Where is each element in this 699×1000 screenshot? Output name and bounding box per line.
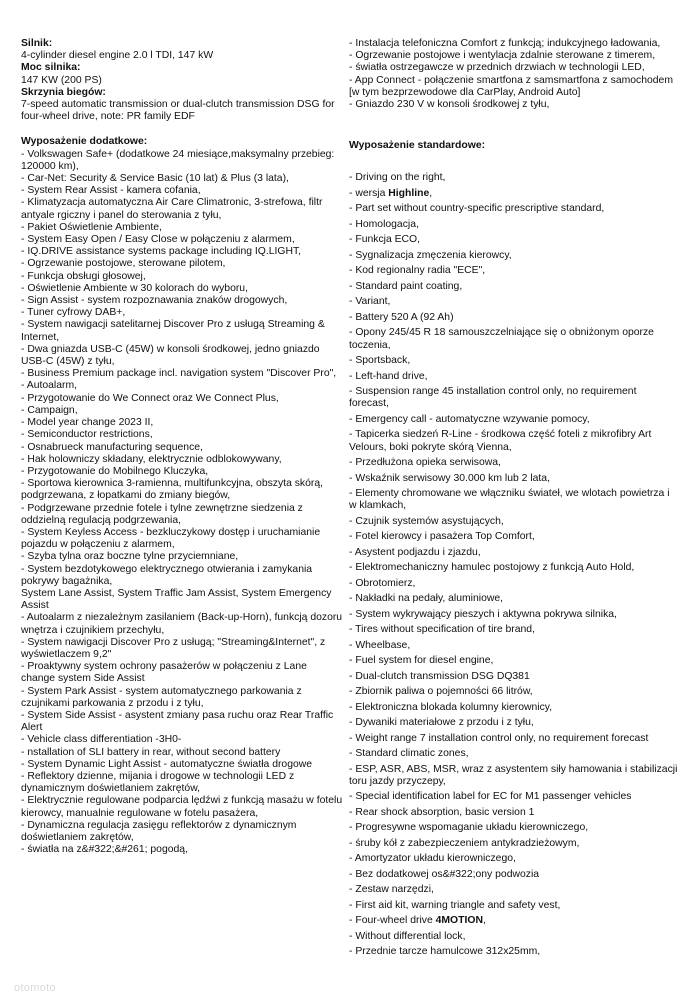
- list-item: - Sign Assist - system rozpoznawania znaków drogowych,: [21, 295, 288, 307]
- list-item-text: - Amortyzator układu kierowniczego,: [349, 853, 516, 865]
- list-item: - Ogrzewanie postojowe i wentylacja zdalnie sterowane z timerem,: [349, 50, 656, 62]
- list-item: - Pakiet Oświetlenie Ambiente,: [21, 221, 162, 233]
- list-item: - Przygotowanie do We Connect oraz We Connect Plus,: [21, 392, 279, 404]
- list-item-text: - Sygnalizacja zmęczenia kierowcy,: [349, 249, 512, 261]
- list-item: [349, 219, 679, 231]
- list-item: [349, 371, 679, 383]
- list-item-text: - Wheelbase,: [349, 639, 411, 651]
- list-item: [349, 203, 679, 215]
- list-item: - Dynamiczna regulacja zasięgu reflektorów z dynamicznym doświetlaniem zakrętów,: [21, 819, 297, 843]
- list-item: - IQ.DRIVE assistance systems package including IQ.LIGHT,: [21, 246, 302, 258]
- left-column: [21, 38, 343, 856]
- list-item: [349, 838, 679, 850]
- list-item: [349, 547, 679, 559]
- list-item: [349, 312, 679, 324]
- list-item: [349, 717, 679, 729]
- list-item: [349, 931, 679, 943]
- list-item: - Dwa gniazda USB-C (45W) w konsoli środkowej, jedno gniazdo USB-C (45W) z tyłu,: [21, 343, 320, 368]
- list-item: - Funkcja obsługi głosowej,: [21, 270, 146, 282]
- list-item: [349, 531, 679, 543]
- list-item-text: - Elementy chromowane we włączniku świateł, we wlotach powietrza i w klamkach,: [349, 488, 670, 512]
- list-item-text: - Left-hand drive,: [349, 370, 428, 382]
- list-item: - Klimatyzacja automatyczna Air Care Climatronic, 3-strefowa, filtr antyale rgiczny i panel do sterowania z tyłu,: [21, 197, 323, 221]
- list-item: [349, 578, 679, 590]
- list-item: - Instalacja telefoniczna Comfort z funkcją; indukcyjnego ładowania,: [349, 38, 661, 49]
- list-item-text: - System wykrywający pieszych i aktywna pokrywa silnika,: [349, 608, 617, 620]
- list-item: - Przygotowanie do Mobilnego Kluczyka,: [21, 465, 209, 477]
- list-item: - Gniazdo 230 V w konsoli środkowej z tyłu,: [349, 99, 550, 111]
- list-item: - Ogrzewanie postojowe, sterowane pilotem,: [21, 258, 226, 270]
- list-item-text: - Tapicerka siedzeń R-Line - środkowa część foteli z mikrofibry Art Velours, boki pokryte skórą Vienna,: [349, 429, 652, 453]
- list-item-text: - ESP, ASR, ABS, MSR, wraz z asystentem siły hamowania i stabilizacji toru jazdy przyczepy,: [349, 763, 678, 787]
- list-item-emphasis: Highline: [388, 187, 430, 199]
- list-item-text: - Part set without country-specific prescriptive standard,: [349, 203, 605, 215]
- list-item: [349, 429, 679, 453]
- list-item-text: - Four-wheel drive: [349, 915, 436, 927]
- list-item-text: - First aid kit, warning triangle and safety vest,: [349, 899, 561, 911]
- list-item: [349, 822, 679, 834]
- list-item: [349, 355, 679, 367]
- list-item-text: - Asystent podjazdu i zjazdu,: [349, 546, 481, 558]
- list-item: [349, 702, 679, 714]
- list-item-text: - Variant,: [349, 296, 391, 308]
- list-item: [349, 172, 679, 184]
- list-item: [349, 609, 679, 621]
- list-item: [349, 234, 679, 246]
- list-item-text: - Fuel system for diesel engine,: [349, 655, 494, 667]
- list-item: [349, 807, 679, 819]
- list-item: [349, 655, 679, 667]
- list-item: - światła na z&#322;&#261; pogodą,: [21, 844, 188, 856]
- list-item-text: - śruby kół z zabezpieczeniem antykradzieżowym,: [349, 837, 580, 849]
- list-item-text: - Obrotomierz,: [349, 577, 416, 589]
- list-item: [349, 188, 679, 200]
- list-item: [349, 516, 679, 528]
- list-item: - Autoalarm,: [21, 380, 78, 392]
- list-item: [349, 791, 679, 803]
- list-item: [349, 327, 679, 351]
- list-item: - Podgrzewane przednie fotele i tylne zewnętrzne siedzenia z oddzielną regulacją podgrzewania,: [21, 502, 303, 526]
- list-item-text: - Standard climatic zones,: [349, 748, 469, 760]
- list-item-text: - Kod regionalny radia "ECE",: [349, 265, 486, 277]
- list-item: - App Connect - połączenie smartfona z samsmartfona z samochodem [w tym bezprzewodowe dla CarPlay, Android Auto]: [349, 74, 673, 98]
- list-item: - Tuner cyfrowy DAB+,: [21, 307, 126, 319]
- list-item: - System Rear Assist - kamera cofania,: [21, 185, 201, 197]
- list-item: - System nawigacji Discover Pro z usługą; "Streaming&Internet", z wyświetlaczem 9,2": [21, 636, 326, 660]
- list-item-text: - Weight range 7 installation control only, no requirement forecast: [349, 732, 649, 744]
- list-item: - Szyba tylna oraz boczne tylne przyciemniane,: [21, 551, 239, 563]
- engine-label: Silnik:: [21, 38, 53, 49]
- list-item: [349, 473, 679, 485]
- list-item-text: - Wskaźnik serwisowy 30.000 km lub 2 lata,: [349, 472, 550, 484]
- list-item: [349, 640, 679, 652]
- list-item: [349, 946, 679, 958]
- list-item: [349, 624, 679, 636]
- right-column: [349, 38, 679, 962]
- specs-block: [21, 38, 343, 123]
- list-item: - Car-Net: Security & Service Basic (10 lat) & Plus (3 lata),: [21, 173, 289, 185]
- list-item: - Elektrycznie regulowane podparcia lędźwi z funkcją masażu w fotelu kierowcy, manualnie regulowane w fotelu pasażera,: [21, 795, 343, 819]
- list-item-text: - wersja: [349, 187, 389, 199]
- list-item-text: - Elektromechaniczny hamulec postojowy z funkcją Auto Hold,: [349, 562, 635, 574]
- list-item: - nstallation of SLI battery in rear, without second battery: [21, 746, 281, 758]
- list-item: [349, 250, 679, 262]
- list-item-text: - Driving on the right,: [349, 172, 446, 184]
- list-item-suffix: ,: [482, 915, 486, 927]
- list-item-emphasis: 4MOTION: [435, 915, 483, 927]
- list-item: [349, 281, 679, 293]
- list-item: [349, 457, 679, 469]
- list-item-text: - Funkcja ECO,: [349, 234, 421, 246]
- list-item-text: - Standard paint coating,: [349, 280, 463, 292]
- list-item-text: - Progresywne wspomaganie układu kierowniczego,: [349, 822, 589, 834]
- list-item: - System Dynamic Light Assist - automatyczne światła drogowe: [21, 758, 313, 770]
- list-item: [349, 915, 679, 927]
- additional-equipment-heading: Wyposażenie dodatkowe:: [21, 136, 148, 148]
- list-item-text: - Battery 520 A (92 Ah): [349, 311, 454, 323]
- power-label: Moc silnika:: [21, 62, 81, 74]
- list-item-text: - Bez dodatkowej os&#322;ony podwozia: [349, 868, 540, 880]
- list-item-text: - Emergency call - automatyczne wzywanie pomocy,: [349, 413, 590, 425]
- list-item: - Model year change 2023 II,: [21, 417, 154, 429]
- additional-equipment-list: [21, 149, 343, 857]
- list-item-text: - Sportsback,: [349, 355, 411, 367]
- list-item: - Osnabrueck manufacturing sequence,: [21, 441, 203, 453]
- list-item: [349, 414, 679, 426]
- list-item-text: - Without differential lock,: [349, 930, 466, 942]
- list-item: - System Side Assist - asystent zmiany pasa ruchu oraz Rear Traffic Alert: [21, 709, 334, 734]
- list-item: [349, 265, 679, 277]
- list-item-text: - Opony 245/45 R 18 samouszczelniające się o obniżonym oporze toczenia,: [349, 327, 654, 351]
- list-item: [349, 296, 679, 308]
- standard-equipment-list: [349, 172, 679, 958]
- list-item: - Hak holowniczy składany, elektrycznie odblokowywany,: [21, 453, 282, 465]
- list-item: - System Keyless Access - bezkluczykowy dostęp i uruchamianie pojazdu w połączeniu z alarmem,: [21, 526, 321, 551]
- additional-equipment-list-continued: [349, 38, 679, 111]
- list-item: - System Easy Open / Easy Close w połączeniu z alarmem,: [21, 234, 295, 246]
- list-item: [349, 748, 679, 760]
- list-item-text: - Dywaniki materiałowe z przodu i z tyłu,: [349, 717, 534, 729]
- list-item-suffix: ,: [429, 187, 433, 199]
- list-item: [349, 386, 679, 410]
- list-item: - światła ostrzegawcze w przednich drzwiach w technologii LED,: [349, 62, 645, 74]
- list-item: - Oświetlenie Ambiente w 30 kolorach do wyboru,: [21, 282, 248, 294]
- list-item-text: - Homologacja,: [349, 218, 419, 230]
- list-item: [349, 488, 679, 512]
- list-item-text: - Rear shock absorption, basic version 1: [349, 806, 535, 818]
- list-item: - Autoalarm z niezależnym zasilaniem (Back-up-Horn), funkcją dozoru wnętrza i czujnikiem przechyłu,: [21, 612, 343, 636]
- list-item: [349, 884, 679, 896]
- list-item: [349, 671, 679, 683]
- list-item-text: - Elektroniczna blokada kolumny kierownicy,: [349, 701, 553, 713]
- standard-equipment-heading: Wyposażenie standardowe:: [349, 140, 486, 152]
- list-item: - Reflektory dzienne, mijania i drogowe w technologii LED z dynamicznym doświetlaniem zakrętów,: [21, 770, 295, 795]
- list-item: [349, 593, 679, 605]
- list-item-text: - Suspension range 45 installation control only, no requirement forecast,: [349, 386, 637, 410]
- list-item-text: - Przednie tarcze hamulcowe 312x25mm,: [349, 946, 541, 958]
- gearbox-value: 7-speed automatic transmission or dual-clutch transmission DSG for four-wheel drive, note: PR family EDF: [21, 99, 335, 123]
- list-item: - Business Premium package incl. navigation system "Discover Pro",: [21, 368, 337, 380]
- gearbox-label: Skrzynia biegów:: [21, 86, 106, 98]
- list-item: - Vehicle class differentiation -3H0-: [21, 734, 182, 746]
- watermark: otomoto: [14, 981, 56, 994]
- list-item-text: - Przedłużona opieka serwisowa,: [349, 457, 501, 469]
- list-item: - System Park Assist - system automatycznego parkowania z czujnikami parkowania z przodu i z tyłu,: [21, 685, 302, 709]
- list-item: - System nawigacji satelitarnej Discover Pro z usługą Streaming & Internet,: [21, 319, 325, 343]
- list-item: - System bezdotykowego elektrycznego otwierania i zamykania pokrywy bagażnika,: [21, 563, 313, 587]
- list-item: - Volkswagen Safe+ (dodatkowe 24 miesiące,maksymalny przebieg: 120000 km),: [21, 148, 335, 172]
- list-item-text: - Zbiornik paliwa o pojemności 66 litrów,: [349, 686, 533, 698]
- power-value: 147 KW (200 PS): [21, 74, 102, 86]
- list-item: [349, 853, 679, 865]
- list-item: [349, 686, 679, 698]
- list-item-text: - Tires without specification of tire brand,: [349, 624, 535, 636]
- list-item: [349, 562, 679, 574]
- list-item: System Lane Assist, System Traffic Jam Assist, System Emergency Assist: [21, 587, 332, 612]
- list-item: - Semiconductor restrictions,: [21, 429, 153, 441]
- list-item: [349, 733, 679, 745]
- list-item: - Sportowa kierownica 3-ramienna, multifunkcyjna, obszyta skórą, podgrzewana, z łopatkami do zmiany biegów,: [21, 478, 324, 502]
- list-item: - Proaktywny system ochrony pasażerów w połączeniu z Lane change system Side Assist: [21, 661, 307, 685]
- list-item: [349, 900, 679, 912]
- standard-equipment-section: [349, 140, 679, 958]
- list-item-text: - Special identification label for EC for M1 passenger vehicles: [349, 791, 632, 803]
- list-item: - Campaign,: [21, 404, 78, 416]
- engine-value: 4-cylinder diesel engine 2.0 l TDI, 147 kW: [21, 50, 214, 62]
- list-item-text: - Dual-clutch transmission DSG DQ381: [349, 670, 530, 682]
- list-item-text: - Fotel kierowcy i pasażera Top Comfort,: [349, 531, 535, 543]
- list-item-text: - Czujnik systemów asystujących,: [349, 515, 504, 527]
- list-item-text: - Zestaw narzędzi,: [349, 884, 434, 896]
- list-item: [349, 764, 679, 788]
- list-item-text: - Nakładki na pedały, aluminiowe,: [349, 593, 504, 605]
- list-item: [349, 869, 679, 881]
